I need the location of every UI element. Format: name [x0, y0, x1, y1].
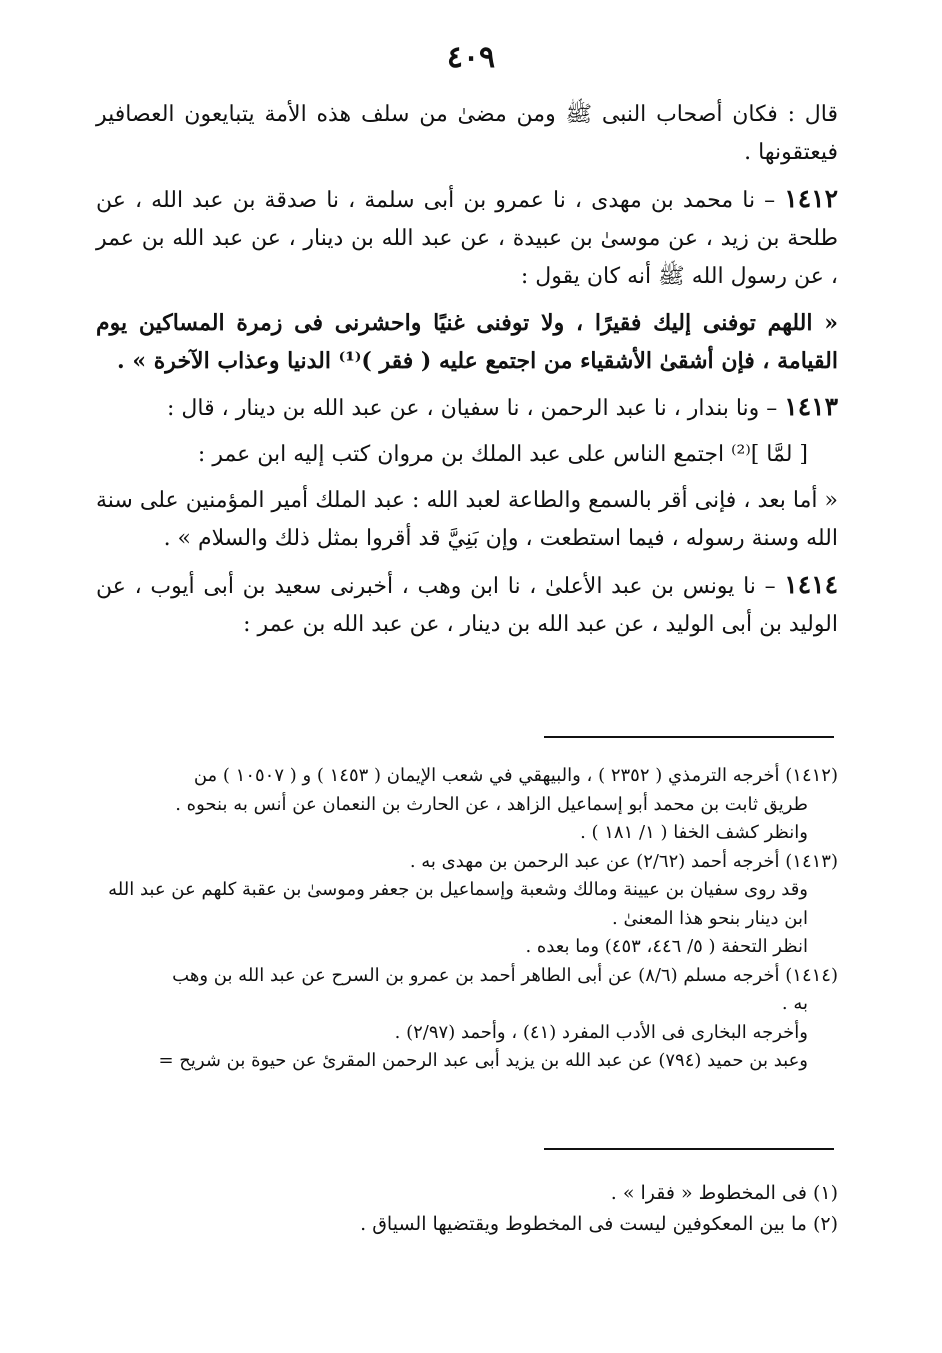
- hadith-1412-quote: « اللهم توفنى إليك فقيرًا ، ولا توفنى غنيًا واحشرنى فى زمرة المساكين يوم القيامة ، فإن أشقىٰ الأشقياء من اجتمع عليه ( فقر )⁽¹⁾ الدنيا وعذاب الآخرة » .: [96, 310, 838, 374]
- footnotes: [96, 1178, 838, 1240]
- note-line: انظر التحفة ( ٥/ ٤٤٦، ٤٥٣) وما بعده .: [525, 936, 808, 957]
- hadith-number: ١٤١٣: [784, 392, 838, 421]
- note-line: به .: [781, 993, 808, 1014]
- paragraph-intro: قال : فكان أصحاب النبى ﷺ ومن مضىٰ من سلف هذه الأمة يتبايعون العصافير فيعتقونها .: [96, 102, 838, 165]
- hadith-1412: [96, 180, 838, 296]
- footnote-2: (٢) ما بين المعكوفين ليست فى المخطوط ويقتضيها السياق .: [360, 1213, 838, 1235]
- notes-divider: [544, 736, 834, 738]
- note-line: طريق ثابت بن محمد أبو إسماعيل الزاهد ، عن الحارث بن النعمان عن أنس به بنحوه .: [175, 793, 808, 815]
- note-line: وعبد بن حميد (٧٩٤) عن عبد الله بن يزيد أبى عبد الرحمن المقرئ عن حيوة بن شريح =: [158, 1050, 808, 1071]
- footnote-1: (١) فى المخطوط « فقرا » .: [610, 1182, 838, 1204]
- note-line: وانظر كشف الخفا ( ١/ ١٨١ ) .: [580, 822, 808, 843]
- page-number: ٤٠٩: [446, 40, 496, 75]
- hadith-number: ١٤١٤: [784, 570, 838, 599]
- hadith-number: ١٤١٢: [784, 184, 838, 213]
- takhrij-notes: [96, 762, 838, 1076]
- footnotes-divider: [544, 1148, 834, 1150]
- hadith-1413-narration: [ لمَّا ]⁽²⁾ اجتمع الناس على عبد الملك بن مروان كتب إليه ابن عمر :: [197, 442, 808, 467]
- note-line: ابن دينار بنحو هذا المعنىٰ .: [612, 907, 808, 929]
- hadith-1413: [96, 388, 838, 428]
- note-line: (١٤١٤) أخرجه مسلم (٨/٦) عن أبى الطاهر أحمد بن عمرو بن السرح عن عبد الله بن وهب: [172, 964, 838, 986]
- note-line: (١٤١٣) أخرجه أحمد (٢/٦٢) عن عبد الرحمن بن مهدى به .: [409, 850, 838, 872]
- note-line: وأخرجه البخارى فى الأدب المفرد (٤١) ، وأحمد (٢/٩٧) .: [394, 1021, 808, 1043]
- main-text: [96, 96, 838, 652]
- hadith-chain: – نا يونس بن عبد الأعلىٰ ، نا ابن وهب ، أخبرنى سعيد بن أبى أيوب ، عن الوليد بن أبى الوليد ، عن عبد الله بن دينار ، عن عبد الله بن عمر :: [96, 574, 838, 637]
- hadith-1413-letter: « أما بعد ، فإنى أقر بالسمع والطاعة لعبد الله : عبد الملك أمير المؤمنين على سنة الله وسنة رسوله ، فيما استطعت ، وإن بَنِيَّ قد أقروا بمثل ذلك والسلام » .: [96, 488, 838, 551]
- hadith-1414: [96, 566, 838, 644]
- note-line: (١٤١٢) أخرجه الترمذي ( ٢٣٥٢ ) ، والبيهقي في شعب الإيمان ( ١٤٥٣ ) و ( ١٠٥٠٧ ) من: [193, 765, 838, 786]
- hadith-chain: – ونا بندار ، نا عبد الرحمن ، نا سفيان ، عن عبد الله بن دينار ، قال :: [167, 396, 785, 421]
- note-line: وقد روى سفيان بن عيينة ومالك وشعبة وإسماعيل بن جعفر وموسىٰ بن عقبة كلهم عن عبد الله: [108, 879, 808, 900]
- hadith-chain: – نا محمد بن مهدى ، نا عمرو بن أبى سلمة ، نا صدقة بن عبد الله ، عن طلحة بن زيد ، عن موسىٰ بن عبيدة ، عن عبد الله بن دينار ، عن عبد الله بن عمر ، عن رسول الله ﷺ أنه كان يقول :: [96, 188, 838, 289]
